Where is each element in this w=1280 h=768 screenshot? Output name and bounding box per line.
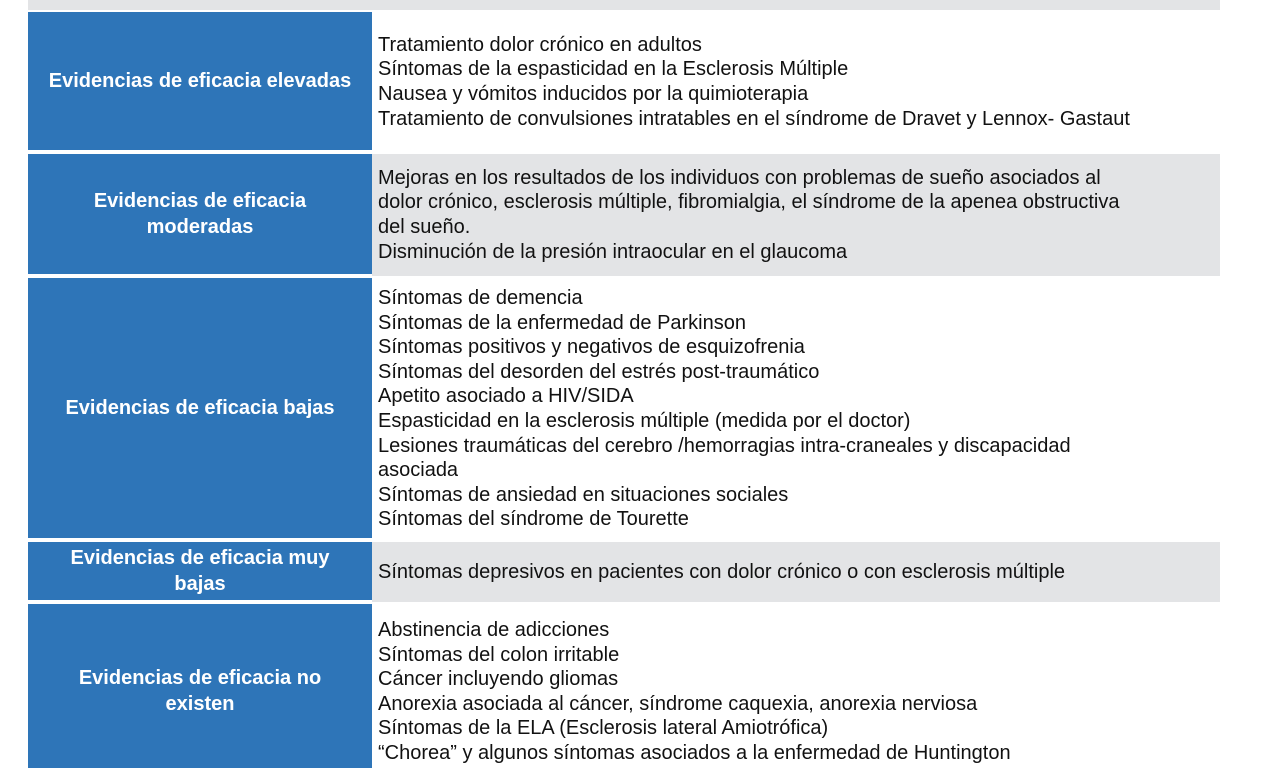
list-item: Disminución de la presión intraocular en el glaucoma bbox=[378, 240, 848, 263]
category-cell bbox=[28, 12, 372, 152]
items-cell bbox=[372, 604, 1220, 768]
category-cell bbox=[28, 278, 372, 540]
list-item: Síntomas del desorden del estrés post-traumático bbox=[378, 360, 820, 383]
list-item: Síntomas depresivos en pacientes con dolor crónico o con esclerosis múltiple bbox=[378, 560, 1066, 583]
row-eficacia-moderadas bbox=[28, 154, 1220, 276]
row-eficacia-muy-bajas bbox=[28, 542, 1220, 602]
list-item: Síntomas del síndrome de Tourette bbox=[378, 508, 689, 531]
category-cell bbox=[28, 604, 372, 768]
category-label: Evidencias de eficacia bajas bbox=[65, 397, 335, 419]
category-label: existen bbox=[165, 693, 235, 715]
list-item: Anorexia asociada al cáncer, síndrome caquexia, anorexia nerviosa bbox=[378, 692, 978, 715]
list-item: Espasticidad en la esclerosis múltiple (medida por el doctor) bbox=[378, 410, 911, 432]
category-label: bajas bbox=[174, 573, 226, 595]
top-header-strip bbox=[28, 0, 1220, 10]
list-item: Síntomas de la enfermedad de Parkinson bbox=[378, 311, 746, 334]
list-item: Apetito asociado a HIV/SIDA bbox=[378, 385, 634, 408]
list-item: Síntomas positivos y negativos de esquizofrenia bbox=[378, 336, 805, 359]
list-item: del sueño. bbox=[378, 216, 471, 238]
category-label: Evidencias de eficacia muy bbox=[70, 547, 330, 569]
items-cell bbox=[372, 542, 1220, 602]
list-item: Síntomas de la ELA (Esclerosis lateral Amiotrófica) bbox=[378, 717, 829, 740]
row-eficacia-no-existen bbox=[28, 604, 1220, 768]
row-eficacia-elevadas bbox=[28, 12, 1220, 152]
list-item: Síntomas del colon irritable bbox=[378, 643, 620, 666]
list-item: Tratamiento de convulsiones intratables en el síndrome de Dravet y Lennox- Gastaut bbox=[378, 107, 1130, 130]
list-item: Tratamiento dolor crónico en adultos bbox=[378, 33, 702, 56]
category-label: Evidencias de eficacia bbox=[93, 190, 307, 212]
list-item: Cáncer incluyendo gliomas bbox=[378, 668, 619, 691]
list-item: Síntomas de ansiedad en situaciones sociales bbox=[378, 483, 789, 506]
list-item: “Chorea” y algunos síntomas asociados a la enfermedad de Huntington bbox=[378, 741, 1011, 764]
category-label: moderadas bbox=[146, 216, 254, 238]
category-label: Evidencias de eficacia no bbox=[78, 667, 322, 689]
category-cell bbox=[28, 154, 372, 276]
list-item: Abstinencia de adicciones bbox=[378, 619, 610, 641]
category-cell bbox=[28, 542, 372, 602]
list-item: Síntomas de la espasticidad en la Esclerosis Múltiple bbox=[378, 58, 849, 81]
list-item: Lesiones traumáticas del cerebro /hemorragias intra-craneales y discapacidad bbox=[378, 434, 1071, 457]
list-item: Nausea y vómitos inducidos por la quimioterapia bbox=[378, 83, 809, 105]
category-label: Evidencias de eficacia elevadas bbox=[48, 70, 352, 92]
list-item: Síntomas de demencia bbox=[378, 287, 583, 310]
list-item: Mejoras en los resultados de los individuos con problemas de sueño asociados al bbox=[378, 166, 1101, 189]
items-cell bbox=[372, 278, 1220, 540]
list-item: asociada bbox=[378, 459, 459, 482]
list-item: dolor crónico, esclerosis múltiple, fibromialgia, el síndrome de la apenea obstructiva bbox=[378, 191, 1120, 214]
items-cell bbox=[372, 12, 1220, 152]
row-eficacia-bajas bbox=[28, 278, 1220, 540]
items-cell bbox=[372, 154, 1220, 276]
